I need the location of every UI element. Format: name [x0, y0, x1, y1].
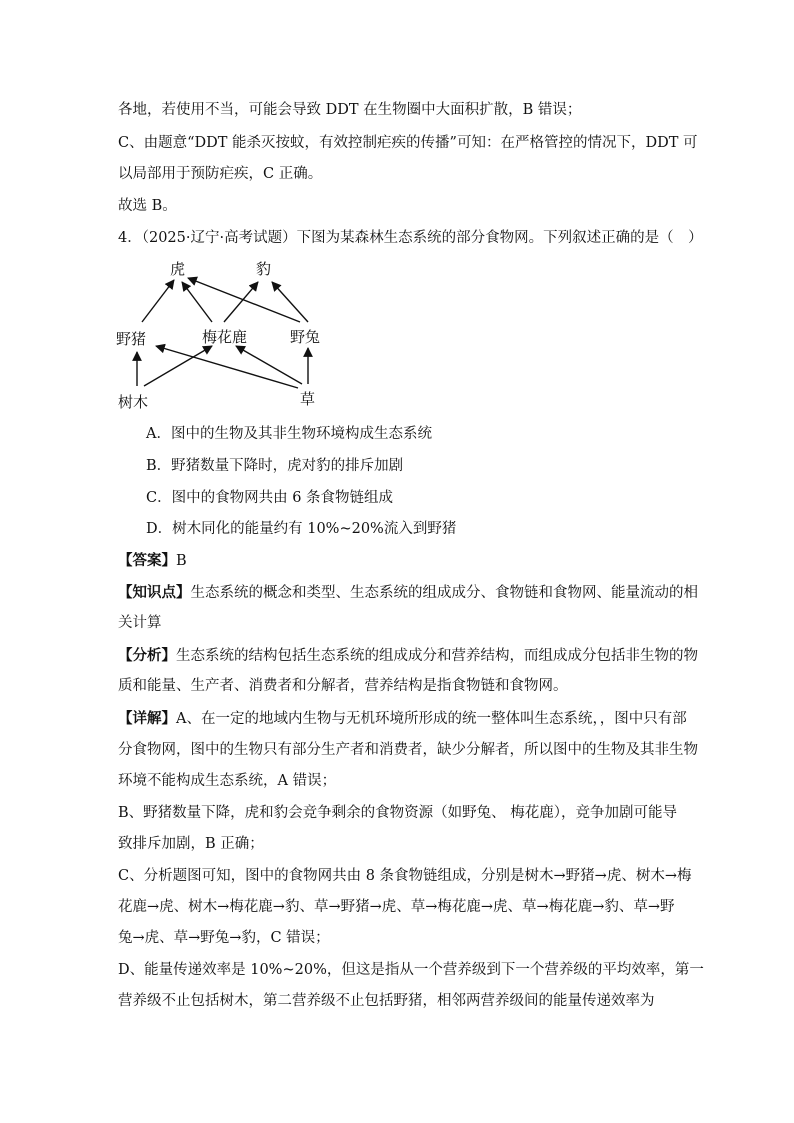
knowledge-line-2: 关计算 [118, 615, 162, 631]
analysis-line-1 [118, 646, 698, 666]
answer-value: B [176, 553, 187, 569]
analysis-text-1: 生态系统的结构包括生态系统的组成成分和营养结构，而组成成分包括非生物的物 [176, 648, 698, 664]
detail-line-6: C、分析题图可知，图中的食物网共由 8 条食物链组成，分别是树木→野猪→虎、树木→梅 [118, 868, 692, 884]
text-line-3: 以局部用于预防疟疾，C 正确。 [118, 166, 323, 182]
analysis-label: 【分析】 [118, 647, 176, 664]
option-c: C．图中的食物网共由 6 条食物链组成 [146, 490, 394, 506]
detail-line-4: B、野猪数量下降，虎和豹会竞争剩余的食物资源（如野兔、 梅花鹿），竞争加剧可能导 [118, 805, 678, 821]
detail-line-7: 花鹿→虎、树木→梅花鹿→豹、草→野猪→虎、草→梅花鹿→虎、草→梅花鹿→豹、草→野 [118, 899, 675, 915]
option-d: D．树木同化的能量约有 10%~20%流入到野猪 [146, 521, 457, 537]
node-deer: 梅花鹿 [202, 328, 248, 346]
answer-label: 【答案】 [118, 552, 176, 569]
text-line-4: 故选 B。 [118, 198, 177, 214]
detail-line-8: 兔→虎、草→野兔→豹，C 错误； [118, 930, 330, 946]
detail-line-10: 营养级不止包括树木，第二营养级不止包括野猪，相邻两营养级间的能量传递效率为 [118, 993, 655, 1009]
node-hare: 野兔 [290, 328, 321, 346]
edge-hare-tiger [188, 278, 300, 322]
edge-boar-tiger [142, 280, 174, 322]
node-tiger: 虎 [170, 260, 186, 278]
option-a: A．图中的生物及其非生物环境构成生态系统 [146, 426, 432, 442]
node-boar: 野猪 [116, 330, 147, 348]
detail-line-2: 分食物网，图中的生物只有部分生产者和消费者，缺少分解者，所以图中的生物及其非生物 [118, 742, 698, 758]
food-web-diagram [112, 252, 332, 414]
detail-line-5: 致排斥加剧，B 正确； [118, 836, 264, 852]
detail-label: 【详解】 [118, 710, 176, 727]
edge-deer-leopard [224, 282, 258, 322]
text-line-1: 各地，若使用不当，可能会导致 DDT 在生物圈中大面积扩散，B 错误； [118, 102, 582, 118]
edge-deer-tiger [182, 282, 212, 322]
edge-hare-leopard [272, 282, 308, 322]
node-leopard: 豹 [256, 260, 272, 278]
analysis-line-2: 质和能量、生产者、消费者和分解者，营养结构是指食物链和食物网。 [118, 678, 568, 694]
detail-line-1 [118, 709, 687, 729]
option-b: B．野猪数量下降时，虎对豹的排斥加剧 [146, 458, 404, 474]
detail-line-9: D、能量传递效率是 10%~20%，但这是指从一个营养级到下一个营养级的平均效率，第一 [118, 962, 704, 978]
detail-text-1: A、在一定的地域内生物与无机环境所形成的统一整体叫生态系统，，图中只有部 [176, 711, 687, 727]
knowledge-text-1: 生态系统的概念和类型、生态系统的组成成分、食物链和食物网、能量流动的相 [190, 585, 698, 601]
node-grass: 草 [300, 390, 316, 408]
knowledge-line-1 [118, 583, 698, 603]
question-stem: 4．（2025·辽宁·高考试题）下图为某森林生态系统的部分食物网。下列叙述正确的是（ ） [118, 230, 703, 246]
detail-line-3: 环境不能构成生态系统，A 错误； [118, 773, 337, 789]
answer-line [118, 551, 187, 571]
text-line-2: C、由题意“DDT 能杀灭按蚊，有效控制疟疾的传播”可知：在严格管控的情况下，DDT 可 [118, 135, 698, 151]
knowledge-label: 【知识点】 [118, 584, 191, 601]
edge-grass-deer [236, 346, 302, 384]
node-tree: 树木 [118, 393, 149, 411]
